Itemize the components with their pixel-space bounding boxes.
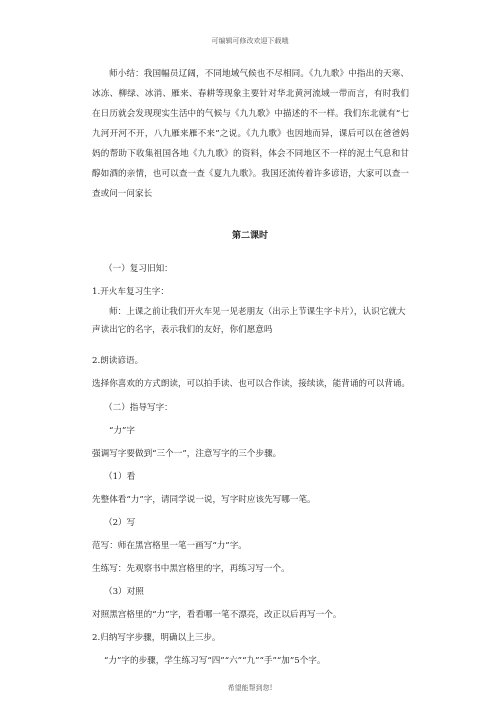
- step-3-desc: 对照黑宫格里的“力”字，看看哪一笔不漂亮，改正以后再写一个。: [92, 610, 342, 620]
- summary-2-desc: “力”字的步骤，学生练习写“四”“六”“九”“手”“加”5个字。: [104, 656, 326, 666]
- item-2: 2.朗读谚语。: [92, 356, 144, 366]
- step-2-practice: 生练写：先观察书中黑宫格里的字，再练习写一个。: [92, 564, 290, 574]
- step-1-desc: 先整体看“力”字，请同学说一说，写字时应该先写哪一笔。: [92, 495, 316, 505]
- emphasis-line: 强调写字要做到“三个一”，注意写字的三个步骤。: [92, 449, 282, 459]
- step-2: （2）写: [104, 518, 136, 528]
- summary-2: 2.归纳写字步骤，明确以上三步。: [92, 633, 221, 643]
- step-3: （3）对照: [104, 587, 144, 597]
- guide-heading: （二）指导写字：: [104, 403, 173, 413]
- step-2-demo: 范写：师在黑宫格里一笔一画写“力”字。: [92, 541, 247, 551]
- teacher-intro: 师：上课之前让我们开火车见一见老朋友（出示上节课生字卡片），认识它就大声读出它的名字，表示我们的友好，你们愿意吗: [92, 307, 406, 335]
- item-2-desc: 选择你喜欢的方式朗读，可以拍手读、也可以合作读，接续读，能背诵的可以背诵。: [92, 379, 410, 389]
- char-li: “力”字: [109, 426, 135, 436]
- page-header: 可编辑可修改欢迎下载哦: [211, 37, 289, 45]
- step-1: （1）看: [104, 472, 136, 482]
- intro-paragraph: 师小结：我国幅员辽阔，不同地域气候也不尽相同。《九九歌》中指出的天寒、冰冻、柳绿、冰消、雁来、春耕等现象主要针对华北黄河流域一带而言，有时我们在日历就会发现现实生活中的气候与《九九歌》中描述的不一样。我们东北就有“七九河开河不开，八九雁来雁不来”之说。《九九歌》也因地而异，课后可以在爸爸妈妈的帮助下收集祖国各地《九九歌》的资料，体会不同地区不一样的泥土气息和甘醇如酒的亲情，也可以查一查《夏九九歌》。我国还流传着许多谚语，大家可以查一查或问一问家长: [92, 69, 409, 199]
- page-footer: 希望能帮到您!: [227, 684, 273, 692]
- section-title: 第二课时: [231, 231, 268, 241]
- review-heading: （一）复习旧知：: [104, 264, 173, 274]
- item-1: 1.开火车复习生字：: [92, 287, 169, 297]
